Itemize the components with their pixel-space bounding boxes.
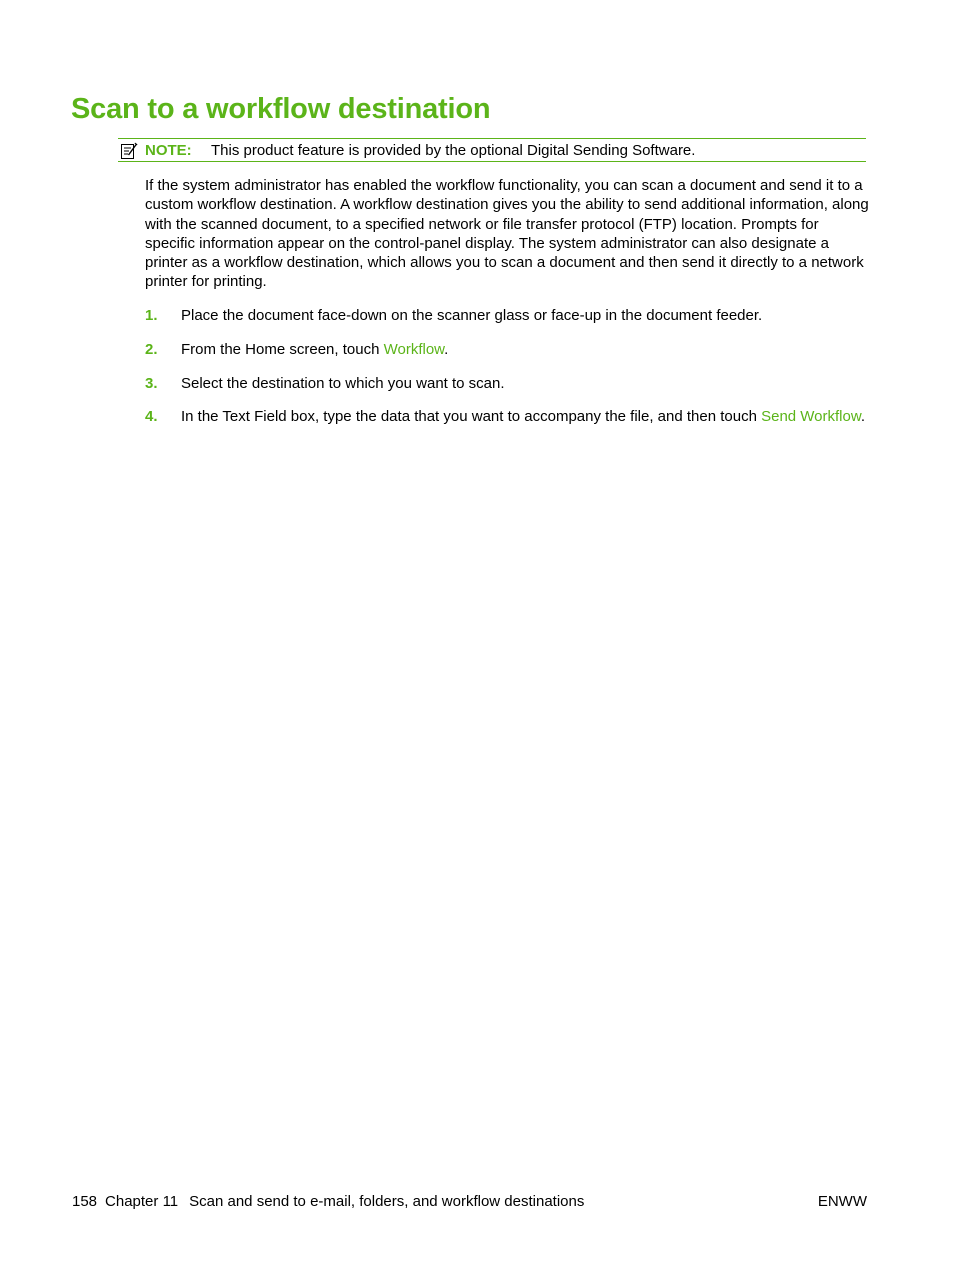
step-text: [181, 407, 869, 426]
send-workflow-link[interactable]: Send Workflow: [761, 408, 861, 426]
step-number: 4.: [145, 408, 158, 426]
step-number: 1.: [145, 307, 158, 324]
list-item: [145, 340, 869, 359]
footer-left: [72, 1192, 584, 1211]
list-item: [145, 306, 869, 325]
step-text-main: In the Text Field box, type the data that you want to accompany the file, and then touch: [181, 408, 762, 426]
step-number: 2.: [145, 340, 158, 358]
step-number: 3.: [145, 374, 158, 392]
chapter-title: Scan and send to e-mail, folders, and workflow destinations: [189, 1193, 585, 1210]
step-text-main: From the Home screen, touch: [181, 340, 384, 358]
step-text: [181, 374, 869, 393]
page-title: Scan to a workflow destination: [71, 93, 491, 125]
page-number: 158: [72, 1193, 98, 1210]
workflow-link[interactable]: Workflow: [383, 340, 445, 358]
intro-paragraph: If the system administrator has enabled the workflow functionality, you can scan a document and send it to a custom workflow destination. A workflow destination gives you the ability to send additional information, along with the scanned document, to a specified network or file transfer protocol (FTP) location. Prompts for specific information appear on the control-panel display. The system administrator can also designate a printer as a workflow destination, which allows you to scan a document and then send it directly to a network printer for printing.: [145, 177, 869, 291]
step-text: [181, 340, 869, 359]
step-text: [181, 306, 869, 325]
step-text-after: .: [860, 408, 866, 426]
note-label: NOTE:: [145, 142, 192, 159]
step-text-main: Select the destination to which you want to scan.: [181, 374, 505, 392]
list-item: [145, 374, 869, 393]
step-text-main: Place the document face-down on the scanner glass or face-up in the document feeder.: [181, 307, 763, 324]
chapter-label: Chapter 11: [105, 1193, 179, 1210]
note-pad-icon: [120, 142, 138, 160]
step-text-after: .: [444, 340, 449, 358]
note-text: This product feature is provided by the optional Digital Sending Software.: [211, 142, 696, 159]
list-item: [145, 407, 869, 426]
footer-edition: ENWW: [817, 1193, 867, 1210]
note-box: [118, 138, 866, 162]
steps-list: [145, 306, 869, 441]
